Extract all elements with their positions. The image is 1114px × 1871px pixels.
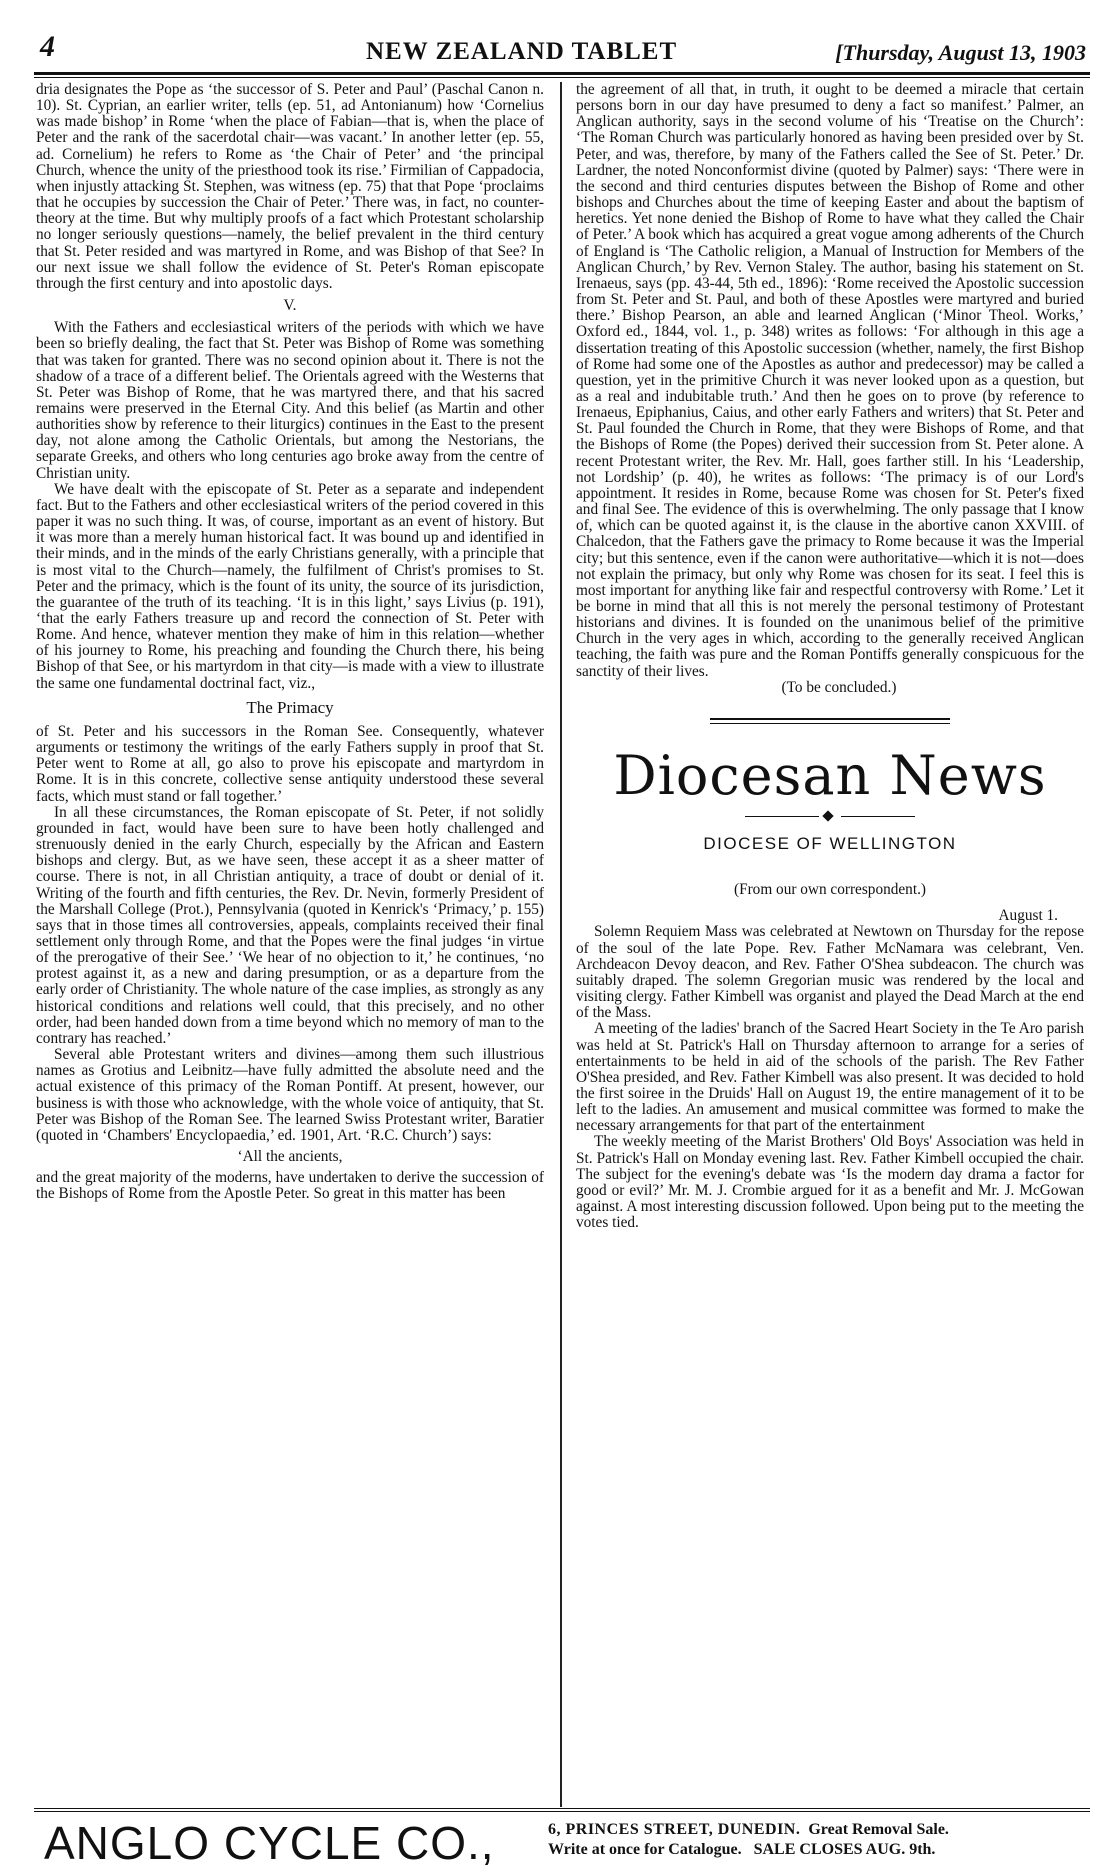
footer-rule-thin — [34, 1811, 1090, 1812]
article-paragraph: dria designates the Pope as ‘the successor of S. Peter and Paul’ (Paschal Canon n. 10). St. Cyprian, an earlier writer, tells (ep. 51, ad Antonianum) how ‘Cornelius was made bishop’ in Rome ‘when the place of Fabian—that is, when the place of Peter and the rank of the sacerdotal chair—was vacant.’ In another letter (ep. 55, ad. Cornelium) he refers to Rome as ‘the Chair of Peter’ and ‘the principal Church, whence the unity of the priesthood took its rise.’ Firmilian of Cappadocia, when injustly attacking St. Stephen, was witness (ep. 75) that that Pope ‘proclaims that he occupies by succession the Chair of Peter.’ There was, in fact, no counter-theory at the time. But why multiply proofs of a fact which Protestant scholarship no longer seriously questions—namely, the belief prevalent in the third century that St. Peter resided and was martyred in Rome, and was Bishop of that See? In our next issue we shall follow the evidence of St. Peter's Roman episcopate through the first century and into apostolic days. — [36, 81, 544, 292]
header-rule-thin — [34, 77, 1090, 78]
page-number: 4 — [40, 30, 55, 63]
correspondent-note: (From our own correspondent.) — [733, 881, 927, 899]
column-divider — [560, 82, 562, 1807]
page-header — [36, 30, 1086, 70]
news-paragraph: A meeting of the ladies' branch of the Sacred Heart Society in the Te Aro parish was held at St. Patrick's Hall on Thursday afternoon to arrange for a series of entertainments to be held in aid of the schools of the parish. The Rev Father O'Shea presided, and Rev. Father Kimbell was also present. It was decided to hold the first soiree in the Druids' Hall on August 19, the entire management of it to be left to the ladies. An amusement and musical committee was formed to make the necessary arrangements for that part of the entertainment — [576, 1020, 1084, 1135]
issue-date: [Thursday, August 13, 1903 — [835, 40, 1086, 65]
advert-removal-sale: Great Removal Sale. — [808, 1821, 949, 1838]
section-numeral: V. — [283, 297, 297, 315]
header-rule — [34, 72, 1090, 75]
article-paragraph: We have dealt with the episcopate of St. Peter as a separate and independent fact. But to the Fathers and other ecclesiastical writers of the period covered in this paper it was no such thing. It was, of course, important as an event of history. But it was more than a merely human historical fact. It was bound up and identified in their minds, and in the minds of the early Christians generally, with a principle that is most vital to the Church—namely, the fulfilment of Christ's promises to St. Peter and the primacy, which is the fount of its unity, the source of its jurisdiction, the guarantee of the truth of its teaching. ‘It is in this light,’ says Livius (p. 191), ‘that the early Fathers treasure up and record the connection of St. Peter with Rome. And hence, whatever mention they make of him in this relation—whether of his journey to Rome, his preaching and founding the Church there, his being Bishop of that See, or his martyrdom in that city—is made with a view to illustrate the same one fundamental doctrinal fact, viz., — [36, 480, 544, 692]
ornament-line-left — [745, 816, 819, 817]
diocese-heading: DIOCESE OF WELLINGTON — [703, 833, 957, 853]
article-paragraph: With the Fathers and ecclesiastical writers of the periods with which we have been so briefly dealing, the fact that St. Peter was Bishop of Rome was something that was taken for granted. There was no second opinion about it. There is not the shadow of a trace of a different belief. The Orientals agreed with the Westerns that St. Peter was Bishop of Rome, that he was martyred there, and that his sacred remains were preserved in the Eternal City. And this belief (as Martin and other authorities show by reference to their liturgics) continues in the East to the present day, not alone among the Catholic Orientals, but among the Nestorians, the separate Greeks, and others who long centuries ago broke away from the centre of Christian unity. — [36, 319, 544, 482]
dateline: August 1. — [998, 907, 1058, 925]
diamond-icon — [822, 810, 833, 821]
to-be-concluded: (To be concluded.) — [781, 678, 897, 696]
quote-line: ‘All the ancients, — [237, 1148, 343, 1165]
news-paragraph: Solemn Requiem Mass was celebrated at Newtown on Thursday for the repose of the soul of the late Pope. Rev. Father McNamara was celebrant, Ven. Archdeacon Devoy deacon, and Rev. Father O'Shea subdeacon. The church was suitably draped. The solemn Gregorian music was rendered by the local and visiting clergy. Father Kimbell was organist and played the Dead March at the end of the Mass. — [576, 923, 1084, 1022]
right-column — [576, 82, 1084, 1231]
advert-details — [548, 1820, 949, 1860]
article-paragraph: Several able Protestant writers and divines—among them such illustrious names as Grotius and Leibnitz—have fully admitted the absolute need and the actual existence of this primacy of the Roman Pontiff. At present, however, our business is with those who acknowledge, with the whole voice of antiquity, that St. Peter was Bishop of the Roman See. The learned Swiss Protestant writer, Baratier (quoted in ‘Chambers' Encyclopaedia,’ ed. 1901, Art. ‘R.C. Church’) says: — [36, 1046, 544, 1144]
advert-address: 6, PRINCES STREET, DUNEDIN. — [548, 1821, 801, 1838]
news-paragraph: The weekly meeting of the Marist Brothers' Old Boys' Association was held in St. Patrick's Hall on Monday evening last. Rev. Father Kimbell occupied the chair. The subject for the evening's debate was ‘Is the modern day drama a factor for good or evil?’ Mr. M. J. Crombie argued for it as a benefit and Mr. J. McGowan against. A most interesting discussion followed. Upon being put to the meeting the votes tied. — [576, 1133, 1084, 1232]
advert-catalogue: Write at once for Catalogue. — [548, 1841, 742, 1858]
article-paragraph: In all these circumstances, the Roman episcopate of St. Peter, if not solidly grounded in fact, would have been sure to have been hotly challenged and strenuously denied in the early Church, especially by the African and Eastern bishops and clergy. But, as we have seen, these accept it as a sheer matter of course. There is not, in all Christian antiquity, a trace of doubt or denial of it. Writing of the fourth and fifth centuries, the Rev. Dr. Nevin, formerly President of the Marshall College (Prot.), Pennsylvania (quoted in Kenrick's ‘Primacy,’ p. 155) says that in those times all controversies, appeals, complaints received their final settlement only through Rome, and that the Popes were the final judges ‘in virtue of the prerogative of their See.’ ‘We hear of no objection to it,’ he continues, ‘no protest against it, as a new and daring presumption, or as a departure from the early order of Christianity. The whole nature of the case implies, as strongly as any historical conditions and relations well could, that this precisely, and no other order, had been handed down from a time beyond which no memory of man to the contrary has reached.’ — [36, 803, 544, 1047]
article-paragraph: and the great majority of the moderns, have undertaken to derive the succession of the Bishops of Rome from the Apostle Peter. So great in this matter has been — [36, 1169, 544, 1203]
ornament-line-right — [841, 816, 915, 817]
ornament-divider — [745, 810, 915, 824]
subheading-primacy: The Primacy — [246, 697, 334, 717]
publication-title: NEW ZEALAND TABLET — [366, 38, 678, 65]
section-separator — [710, 718, 950, 720]
left-column — [36, 82, 544, 1202]
advert-sale-closes: SALE CLOSES AUG. 9th. — [753, 1841, 936, 1858]
advert-company-name: ANGLO CYCLE CO., — [44, 1817, 495, 1869]
diocesan-news-heading: Diocesan News — [613, 743, 1047, 807]
article-paragraph: the agreement of all that, in truth, it ought to be deemed a miracle that certain persons born in our day have presumed to deny a fact so manifest.’ Palmer, an Anglican authority, says in the second volume of his ‘Treatise on the Church’: ‘The Roman Church was particularly honored as having been presided over by St. Peter, and was, therefore, by many of the Fathers called the See of St. Peter.’ Dr. Lardner, the noted Nonconformist divine (quoted by Palmer) says: ‘There were in the second and third centuries disputes between the Bishop of Rome and other bishops and Churches about the time of keeping Easter and about the baptism of heretics. Yet none denied the Bishop of Rome to have what they called the Chair of Peter.’ A book which has acquired a great vogue among adherents of the Church of England is ‘The Catholic religion, a Manual of Instruction for Members of the Anglican Church,’ by Rev. Vernon Staley. The author, basing his statement on St. Irenaeus, says (pp. 43-44, 5th ed., 1896): ‘Rome received the Apostolic succession from St. Peter and St. Paul, and both of these Apostles were martyred and buried there.’ Bishop Pearson, an able and learned Anglican (‘Minor Theol. Works,’ Oxford ed., 1844, vol. 1., p. 348) writes as follows: ‘For although in this age a dissertation treating of this Apostolic succession (whether, namely, the first Bishop of Rome had some one of the Apostles as author and predecessor) may be called a question, yet in the primitive Church it was never looked upon as a question, but as a real and indubitable truth.’ And then he goes on to prove (by reference to Irenaeus, Epiphanius, Caius, and other early Fathers and writers) that St. Peter and St. Paul founded the Church in Rome, that they were Bishops of Rome, and that the Bishops of Rome (the Popes) derived their succession from St. Peter alone. A recent Protestant writer, the Rev. Mr. Hall, goes farther still. In his ‘Leadership, not Lordship’ (p. 40), he writes as follows: ‘The primacy is of our Lord's appointment. It resides in Rome, because Rome was chosen for St. Peter's fixed and final See. The evidence of this is overwhelming. The only passage that I know of, which can be quoted against it, is the clause in the abortive canon XXVIII. of Chalcedon, that the Fathers gave the primacy to Rome because it was the Imperial city; but this sentence, even if the canon were authoritative—which it is not—does not explain the primacy, but only why Rome was chosen for its seat. I feel this is most important for anything like fair and respectful controversy with Rome.’ Let it be borne in mind that all this is not merely the personal testimony of Protestant historians and divines. It is founded on the unanimous belief of the primitive Church in the very ages in which, according to the generally received Anglican teaching, the faith was pure and the Roman Pontiffs generally conspicuous for the sanctity of their lives. — [576, 81, 1084, 680]
footer-rule — [34, 1808, 1090, 1809]
article-paragraph: of St. Peter and his successors in the Roman See. Consequently, whatever arguments or testimony the writings of the early Fathers supply in proof that St. Peter went to Rome at all, go also to prove his episcopate and martyrdom in Rome. It is in this concrete, collective sense antiquity understood these several facts, which must stand or fall together.’ — [36, 722, 544, 805]
section-separator-thin — [710, 723, 950, 724]
